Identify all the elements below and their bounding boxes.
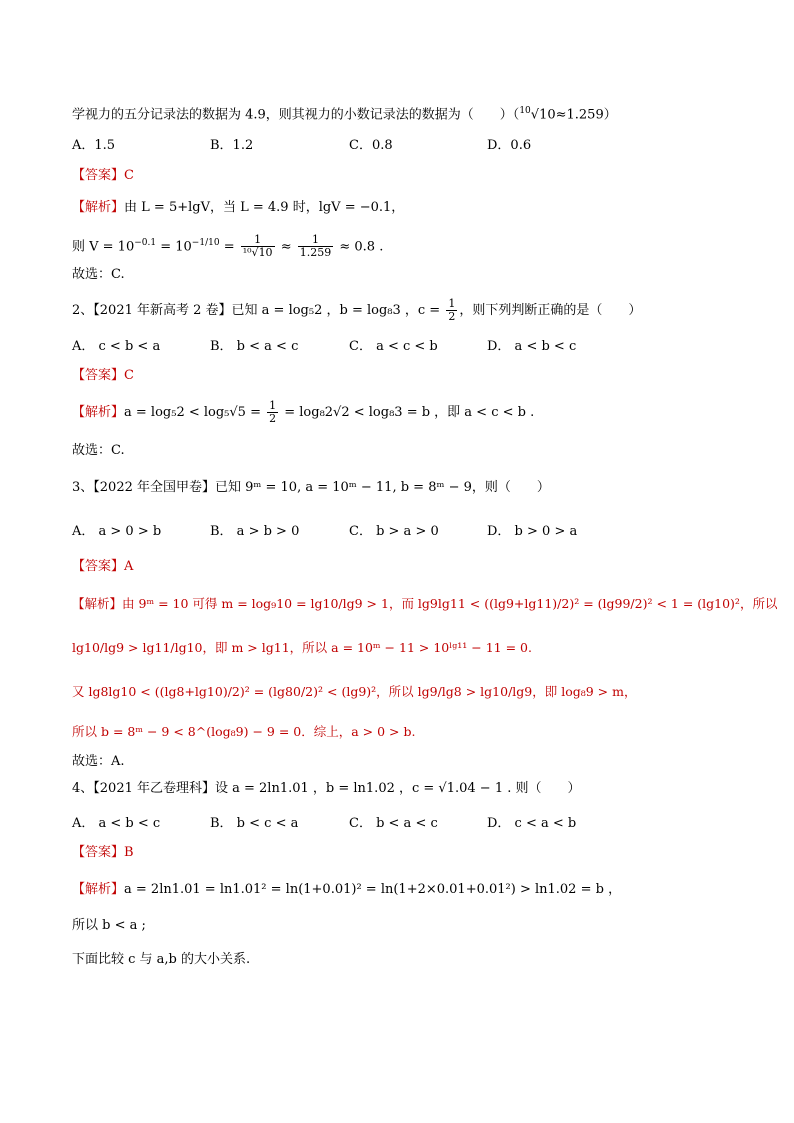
numerator: 1 [241,234,275,247]
answer-label: 【答案】 [72,168,125,183]
q4-stem: 4、【2021 年乙卷理科】设 a = 2ln1.01 ，b = ln1.02 ，c = √1.04 − 1 . 则（ ） [72,781,581,796]
q4-option-d: D． c < a < b [487,816,577,831]
root-index: 10 [519,106,531,116]
q1-hint-close: ） [603,107,617,123]
q3-analysis-1 [72,594,777,614]
analysis-label: 【解析】 [72,882,125,897]
q3-analysis-4: 所以 b = 8ᵐ − 9 < 8^(log₈9) − 9 = 0．综上，a > 0 > b. [72,724,416,739]
q2-answer [72,366,134,386]
q3-answer [72,557,133,577]
answer-label: 【答案】 [72,845,125,860]
q1-stem-text: 学视力的五分记录法的数据为 4.9，则其视力的小数记录法的数据为（ ）（ [72,107,520,123]
q3-option-d: D． b > 0 > a [487,524,578,539]
denominator: 2 [269,412,277,425]
answer-value: B [124,845,134,860]
q3-analysis-2: lg10/lg9 > lg11/lg10，即 m > lg11，所以 a = 10ᵐ − 11 > 10ˡᵍ¹¹ − 11 = 0. [72,640,532,655]
q1-choose: 故选：C. [72,267,125,282]
q2-option-d: D． a < b < c [487,339,577,354]
q1-stem: 学视力的五分记录法的数据为 4.9，则其视力的小数记录法的数据为（ ）（$^{10}$√10≈1.259） [72,106,617,123]
q4-analysis-1 [72,880,621,900]
denominator: 1.259 [299,246,332,260]
q2-analysis [72,400,534,426]
answer-value: C [124,168,134,183]
q1-option-b: B．1.2 [210,138,254,153]
root-radicand: 10 [539,107,556,123]
denominator: 2 [448,310,456,323]
fraction [267,400,278,425]
exponent: −0.1 [134,238,157,248]
q1-analysis-1 [72,198,404,218]
q1-option-d: D．0.6 [487,138,532,153]
numerator: 1 [269,399,277,412]
analysis-text: ≈ 0.8 . [335,239,384,255]
q1-answer [72,166,134,186]
q3-stem: 3、【2022 年全国甲卷】已知 9ᵐ = 10, a = 10ᵐ − 11, b = 8ᵐ − 9，则（ ） [72,480,550,495]
q1-option-a: A．1.5 [72,138,116,153]
analysis-label: 【解析】 [72,405,125,420]
q4-answer [72,843,134,863]
analysis-label: 【解析】 [72,596,123,611]
analysis-text: a = 2ln1.01 = ln1.01² = ln(1+0.01)² = ln(1+2×0.01+0.01²) > ln1.02 = b ， [124,882,622,897]
analysis-label: 【解析】 [72,200,125,215]
q2-option-c: C． a < c < b [349,339,438,354]
q2-option-a: A． c < b < a [72,339,161,354]
analysis-text: ≈ [276,239,296,255]
q3-choose: 故选：A. [72,754,125,769]
fraction [241,234,275,259]
analysis-text: 由 L = 5+lgV，当 L = 4.9 时，lgV = −0.1， [124,200,405,215]
q4-analysis-2: 所以 b < a ; [72,918,146,933]
q4-option-b: B． b < c < a [210,816,299,831]
q3-analysis-3: 又 lg8lg10 < ((lg8+lg10)/2)² = (lg80/2)² < (lg9)²，所以 lg9/lg8 > lg10/lg9，即 log₈9 > m， [72,684,637,699]
q2-choose: 故选：C. [72,443,125,458]
q2-stem-end: ，则下列判断正确的是（ ） [459,303,642,318]
answer-value: A [124,559,134,574]
analysis-text: = log₈2√2 < log₈3 = b ，即 a < c < b . [280,405,535,420]
q4-option-a: A． a < b < c [72,816,161,831]
exponent: −1/10 [191,238,220,248]
analysis-text: a = log₅2 < log₅√5 = [124,405,266,420]
q3-option-c: C． b > a > 0 [349,524,439,539]
q1-hint-value: ≈1.259 [555,107,604,123]
answer-value: C [124,368,134,383]
q2-stem [72,298,641,324]
q2-stem-text: 2、【2021 年新高考 2 卷】已知 a = log₅2 ，b = log₈3 ，c = [72,303,445,318]
analysis-text: = 10 [156,239,192,255]
q4-analysis-3: 下面比较 c 与 a,b 的大小关系. [72,952,251,967]
numerator: 1 [298,234,334,247]
analysis-text: 由 9ᵐ = 10 可得 m = log₉10 = lg10/lg9 > 1，而 lg9lg11 < ((lg9+lg11)/2)² = (lg99/2)² < 1 = (lg10)²，所以 [122,596,778,611]
answer-label: 【答案】 [72,559,125,574]
q1-option-c: C．0.8 [349,138,393,153]
q1-analysis-2 [72,230,383,260]
analysis-text: 则 V = 10 [72,239,135,255]
analysis-text: = [219,239,239,255]
answer-label: 【答案】 [72,368,125,383]
numerator: 1 [448,297,456,310]
fraction [298,234,334,259]
q4-option-c: C． b < a < c [349,816,438,831]
q2-option-b: B． b < a < c [210,339,299,354]
denominator: ¹⁰√10 [242,246,273,260]
q3-option-a: A． a > 0 > b [72,524,162,539]
q3-option-b: B． a > b > 0 [210,524,300,539]
fraction [446,298,457,323]
